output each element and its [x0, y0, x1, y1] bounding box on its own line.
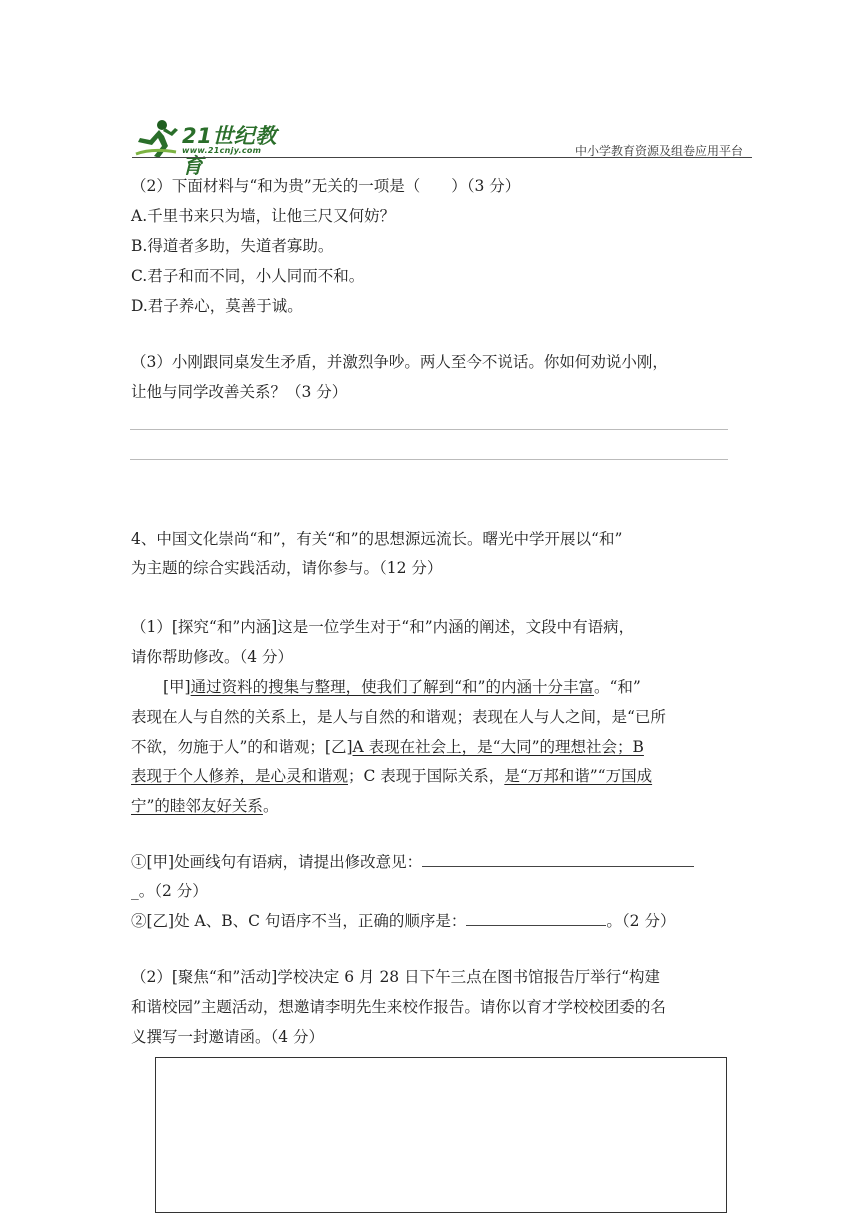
passage-text: ；C 表现于国际关系， [348, 767, 505, 785]
sub-question-1-cont: _。（2 分） [131, 882, 208, 900]
sub-question-2-text: ②[乙]处 A、B、C 句语序不当，正确的顺序是： [131, 912, 467, 930]
q3-line-1: （3）小刚跟同桌发生矛盾，并激烈争吵。两人至今不说话。你如何劝说小刚， [131, 353, 668, 371]
q2-option-d: D.君子养心，莫善于诚。 [131, 297, 303, 315]
yi-underlined-a: A 表现在社会上，是“大同”的理想社会；B [352, 738, 644, 756]
answer-line [130, 459, 728, 460]
logo-wordmark: 21世纪教育 [182, 124, 277, 178]
passage-line-5 [131, 796, 278, 816]
passage-text: 。“和” [593, 678, 641, 696]
q2-stem: （2）下面材料与“和为贵”无关的一项是（ ）（3 分） [131, 177, 521, 195]
header-divider [132, 157, 752, 158]
sub-question-2 [131, 911, 675, 931]
q4-1-line-2: 请你帮助修改。（4 分） [131, 648, 294, 666]
q4-intro-line-2: 为主题的综合实践活动，请你参与。（12 分） [131, 559, 443, 577]
platform-name: 中小学教育资源及组卷应用平台 [575, 144, 744, 158]
q2-option-a: A.千里书来只为墙，让他三尺又何妨？ [131, 207, 396, 225]
passage-line-1 [163, 677, 641, 697]
passage-line-3 [131, 737, 644, 757]
answer-line [130, 429, 728, 430]
q2-option-b: B.得道者多助，失道者寡助。 [131, 237, 334, 255]
sub-question-1-blank[interactable] [422, 852, 694, 867]
yi-underlined-b: 表现于个人修养，是心灵和谐观 [131, 767, 349, 785]
yi-underlined-c-cont: 宁”的睦邻友好关系 [131, 797, 263, 815]
passage-text: 。 [262, 797, 279, 815]
sub-question-2-blank[interactable] [466, 911, 606, 926]
q3-line-2: 让他与同学改善关系？（3 分） [131, 383, 348, 401]
passage-line-2: 表现在人与自然的关系上，是人与自然的和谐观；表现在人与人之间，是“已所 [131, 708, 666, 726]
q4-2-line-1: （2）[聚焦“和”活动]学校决定 6 月 28 日下午三点在图书馆报告厅举行“构建 [131, 968, 661, 986]
sub-question-1-text: ①[甲]处画线句有语病，请提出修改意见： [131, 853, 423, 871]
q4-1-line-1: （1）[探究“和”内涵]这是一位学生对于“和”内涵的阐述，文段中有语病， [131, 618, 635, 636]
q4-2-line-2: 和谐校园”主题活动，想邀请李明先生来校作报告。请你以育才学校校团委的名 [131, 998, 666, 1016]
runner-icon [132, 118, 180, 160]
site-logo [132, 118, 292, 178]
passage-text: 不欲，勿施于人”的和谐观；[乙] [131, 738, 353, 756]
passage-line-4 [131, 766, 652, 786]
q2-option-c: C.君子和而不同，小人同而不和。 [131, 267, 365, 285]
yi-underlined-c: 是“万邦和谐”“万国成 [504, 767, 653, 785]
jia-underlined-sentence: 通过资料的搜集与整理，使我们了解到“和”的内涵十分丰富 [190, 678, 594, 696]
q4-intro-line-1: 4、中国文化崇尚“和”，有关“和”的思想源远流长。曙光中学开展以“和” [131, 530, 623, 548]
invitation-answer-box[interactable] [155, 1057, 727, 1213]
q4-2-line-3: 义撰写一封邀请函。（4 分） [131, 1028, 325, 1046]
sub-question-1 [131, 852, 694, 872]
logo-url: www.21cnjy.com [182, 146, 262, 155]
sub-question-2-end: 。（2 分） [606, 912, 676, 930]
jia-tag: [甲] [163, 678, 191, 696]
